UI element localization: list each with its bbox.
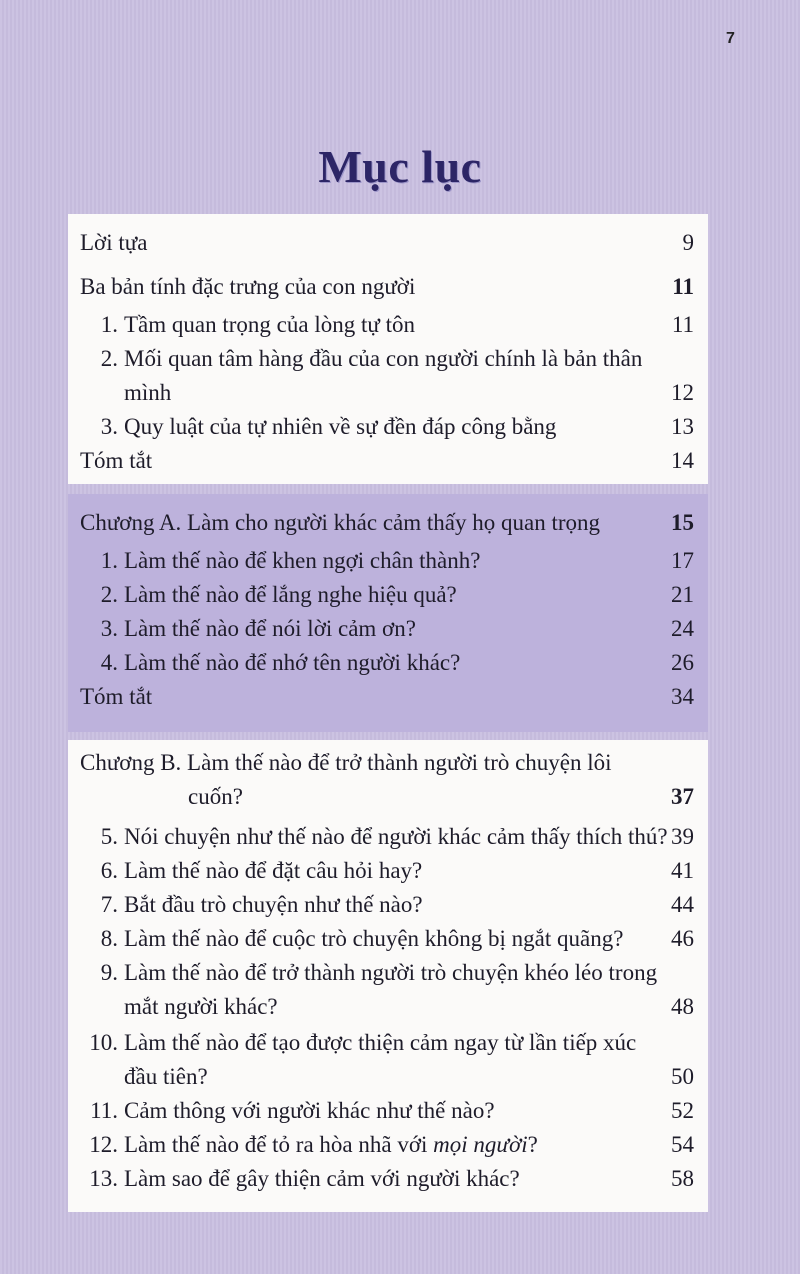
toc-entry-chapter-heading[interactable] <box>80 746 694 814</box>
entry-label-continued: mình <box>124 380 172 405</box>
entry-page: 17 <box>671 548 694 573</box>
entry-label: Làm thế nào để đặt câu hỏi hay? <box>124 858 423 883</box>
toc-entry-section[interactable] <box>80 270 694 304</box>
entry-label: Làm thế nào để nói lời cảm ơn? <box>124 616 416 641</box>
toc-entry-item[interactable] <box>80 612 694 646</box>
entry-label: Bắt đầu trò chuyện như thế nào? <box>124 892 423 917</box>
toc-entry-item[interactable] <box>80 410 694 444</box>
entry-label-continued: mắt người khác? <box>124 994 278 1019</box>
entry-page: 14 <box>671 448 694 473</box>
entry-label-italic: mọi người <box>433 1132 528 1157</box>
entry-label: Cảm thông với người khác như thế nào? <box>124 1098 495 1123</box>
toc-entry-item[interactable] <box>80 1094 694 1128</box>
entry-number: 1. <box>100 548 118 573</box>
toc-entry-preface[interactable] <box>80 226 694 260</box>
entry-number: 11. <box>90 1098 118 1123</box>
entry-label: Chương A. Làm cho người khác cảm thấy họ quan trọng <box>80 510 601 535</box>
page-number: 7 <box>726 30 735 47</box>
entry-label: Làm thế nào để lắng nghe hiệu quả? <box>124 582 457 607</box>
entry-number: 2. <box>100 346 118 371</box>
entry-number: 1. <box>100 312 118 337</box>
entry-label: Nói chuyện như thế nào để người khác cảm thấy thích thú? <box>124 824 668 849</box>
entry-page: 21 <box>671 582 694 607</box>
toc-entry-summary[interactable] <box>80 444 694 478</box>
entry-label: Làm thế nào để khen ngợi chân thành? <box>124 548 481 573</box>
entry-label: Làm thế nào để tỏ ra hòa nhã với <box>124 1132 428 1157</box>
toc-entry-item[interactable] <box>80 1162 694 1196</box>
toc-section-intro <box>68 214 708 484</box>
entry-label: Làm thế nào để cuộc trò chuyện không bị ngắt quãng? <box>124 926 624 951</box>
entry-number: 13. <box>89 1166 118 1191</box>
entry-number: 7. <box>100 892 118 917</box>
toc-entry-item[interactable] <box>80 956 694 1024</box>
toc-entry-item[interactable] <box>80 308 694 342</box>
entry-page: 58 <box>671 1166 694 1191</box>
toc-entry-item[interactable] <box>80 854 694 888</box>
entry-label: Làm sao để gây thiện cảm với người khác? <box>124 1166 520 1191</box>
entry-page: 34 <box>671 684 694 709</box>
entry-page: 39 <box>671 824 694 849</box>
entry-label: Tóm tắt <box>80 684 153 709</box>
toc-entry-item[interactable] <box>80 544 694 578</box>
entry-page: 54 <box>671 1132 694 1157</box>
entry-label: Làm thế nào để trở thành người trò chuyện khéo léo trong <box>124 960 658 985</box>
entry-number: 12. <box>89 1132 118 1157</box>
entry-number: 3. <box>100 414 118 439</box>
entry-label: Ba bản tính đặc trưng của con người <box>80 274 416 299</box>
entry-page: 46 <box>671 926 694 951</box>
entry-page: 12 <box>671 380 694 405</box>
toc-entry-summary[interactable] <box>80 680 694 714</box>
toc-entry-item[interactable] <box>80 342 694 410</box>
entry-label: Làm thế nào để tạo được thiện cảm ngay từ lần tiếp xúc <box>124 1030 637 1055</box>
entry-label-continued: đầu tiên? <box>124 1064 208 1089</box>
entry-number: 4. <box>100 650 118 675</box>
entry-number: 9. <box>100 960 118 985</box>
entry-label-end: ? <box>527 1132 538 1157</box>
entry-label: Mối quan tâm hàng đầu của con người chính là bản thân <box>124 346 643 371</box>
entry-label: Quy luật của tự nhiên về sự đền đáp công bằng <box>124 414 557 439</box>
entry-page: 37 <box>671 784 694 809</box>
toc-section-chapter-b <box>68 740 708 1212</box>
entry-number: 6. <box>100 858 118 883</box>
toc-section-chapter-a <box>68 494 708 732</box>
entry-page: 13 <box>671 414 694 439</box>
entry-label-continued: cuốn? <box>188 784 243 809</box>
entry-label: Chương B. Làm thế nào để trở thành người trò chuyện lôi <box>80 750 612 775</box>
page-title: Mục lục <box>318 141 482 192</box>
toc-entry-item[interactable] <box>80 646 694 680</box>
entry-page: 50 <box>671 1064 694 1089</box>
entry-page: 48 <box>671 994 694 1019</box>
entry-number: 8. <box>100 926 118 951</box>
toc-entry-item[interactable] <box>80 578 694 612</box>
entry-label: Lời tựa <box>80 230 148 255</box>
entry-page: 15 <box>671 510 694 535</box>
toc-entry-item[interactable] <box>80 922 694 956</box>
toc-entry-chapter-heading[interactable] <box>80 506 694 540</box>
entry-page: 41 <box>671 858 694 883</box>
toc-entry-item[interactable] <box>80 820 694 854</box>
entry-page: 11 <box>672 274 694 299</box>
entry-label: Tầm quan trọng của lòng tự tôn <box>124 312 415 337</box>
entry-page: 11 <box>671 312 694 337</box>
entry-page: 24 <box>671 616 694 641</box>
toc-entry-item[interactable] <box>80 1026 694 1094</box>
entry-label: Làm thế nào để nhớ tên người khác? <box>124 650 461 675</box>
entry-number: 10. <box>89 1030 118 1055</box>
toc-entry-item[interactable] <box>80 1128 694 1162</box>
entry-page: 52 <box>671 1098 694 1123</box>
entry-page: 44 <box>671 892 694 917</box>
entry-label: Tóm tắt <box>80 448 153 473</box>
entry-number: 5. <box>100 824 118 849</box>
entry-page: 26 <box>671 650 694 675</box>
toc-entry-item[interactable] <box>80 888 694 922</box>
entry-page: 9 <box>682 230 694 255</box>
entry-number: 3. <box>100 616 118 641</box>
entry-number: 2. <box>100 582 118 607</box>
